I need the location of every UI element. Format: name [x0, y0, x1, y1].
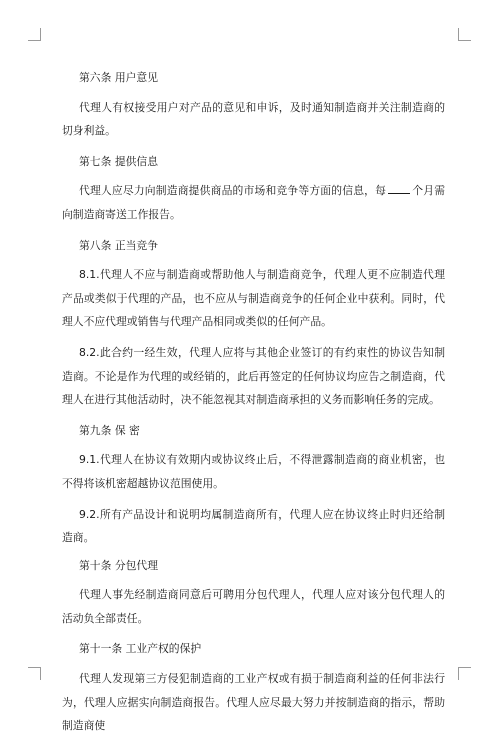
crop-mark-top-left	[28, 28, 41, 41]
crop-mark-bottom-right	[458, 667, 471, 680]
section-11-paragraph-1: 代理人发现第三方侵犯制造商的工业产权或有损于制造商利益的任何非法行为，代理人应据实向制造商报告。代理人应尽最大努力并按制造商的指示，帮助制造商使	[62, 672, 445, 733]
section-10-paragraph-1: 代理人事先经制造商同意后可聘用分包代理人，代理人应对该分包代理人的活动负全部责任。	[62, 588, 445, 625]
section-6-paragraph-1: 代理人有权接受用户对产品的意见和申诉，及时通知制造商并关注制造商的切身利益。	[62, 100, 445, 138]
section-heading-9: 第九条 保 密	[79, 423, 140, 437]
section-7-paragraph-1	[62, 179, 445, 226]
section-heading-11: 第十一条 工业产权的保护	[79, 642, 202, 656]
crop-mark-bottom-left	[28, 667, 41, 680]
section-9-paragraph-2: 9.2.所有产品设计和说明均属制造商所有，代理人应在协议终止时归还给制造商。	[62, 507, 445, 545]
document-body	[62, 66, 445, 745]
section-heading-6: 第六条 用户意见	[79, 71, 159, 84]
info-text-before-blank: 代理人应尽力向制造商提供商品的市场和竞争等方面的信息，每	[79, 184, 387, 198]
crop-mark-top-right	[458, 28, 471, 41]
section-9-paragraph-1: 9.1.代理人在协议有效期内或协议终止后，不得泄露制造商的商业机密，也不得将该机密超越协议范围使用。	[62, 453, 445, 490]
section-heading-10: 第十条 分包代理	[79, 558, 159, 572]
info-text-after-blank: 个月需向制造商寄送工作报告。	[62, 184, 446, 221]
section-8-paragraph-2: 8.2.此合约一经生效，代理人应将与其他企业签订的有约束性的协议告知制造商。不论是作为代理的或经销的，此后再签定的任何协议均应告之制造商，代理人在进行其他活动时，决不能忽视其对制造商承担的义务而影响任务的完成。	[62, 345, 445, 407]
section-heading-8: 第八条 正当竞争	[79, 238, 159, 252]
fill-in-blank	[388, 183, 410, 194]
section-8-paragraph-1: 8.1.代理人不应与制造商或帮助他人与制造商竞争，代理人更不应制造代理产品或类似于代理的产品，也不应从与制造商竞争的任何企业中获利。同时，代理人不应代理或销售与代理产品相同或类似的任何产品。	[62, 268, 445, 329]
section-heading-7: 第七条 提供信息	[79, 154, 159, 168]
